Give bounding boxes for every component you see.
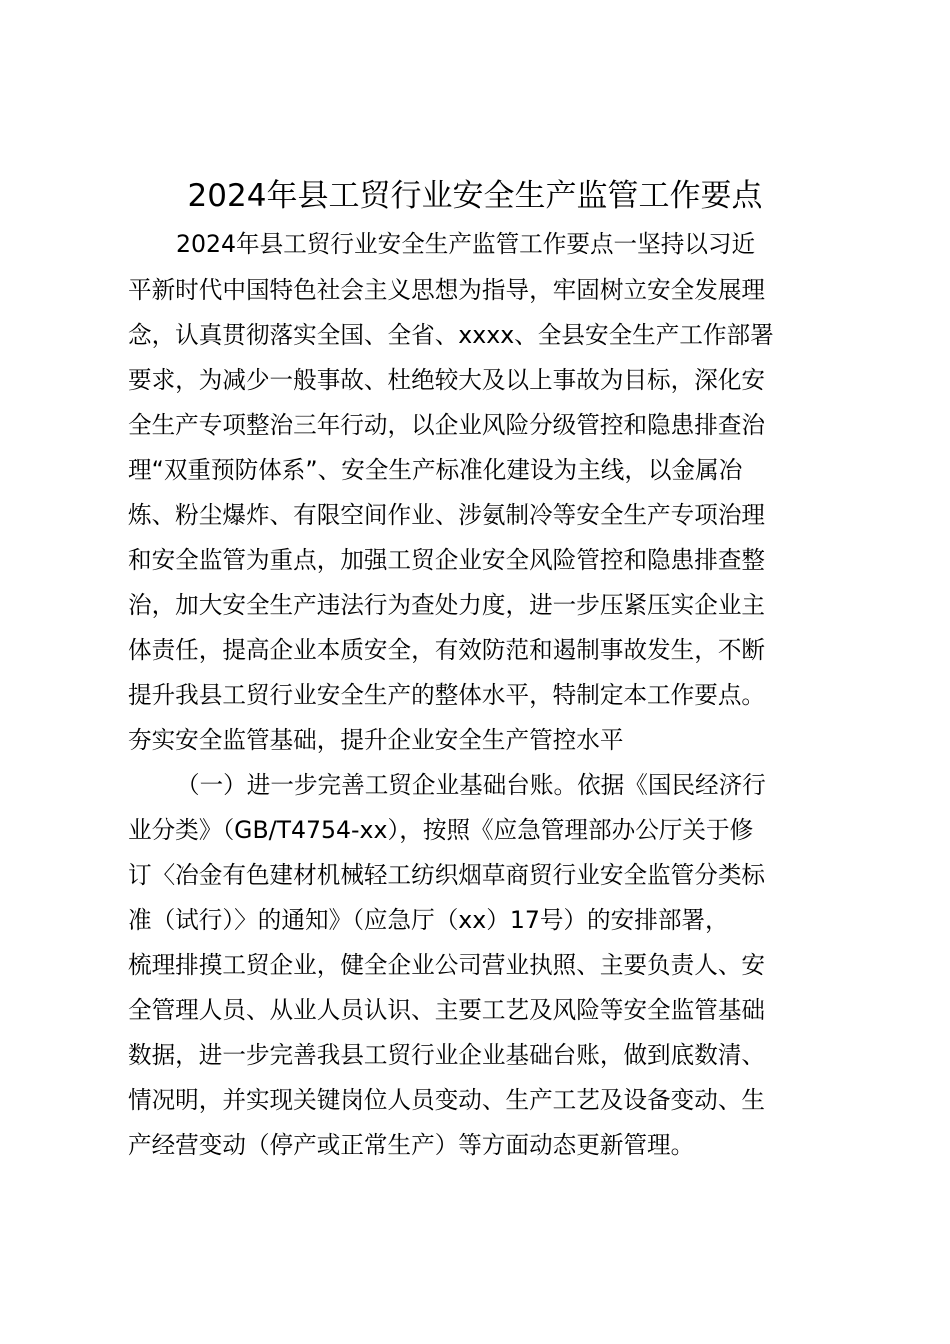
intro-line: 念，认真贯彻落实全国、全省、xxxx、全县安全生产工作部署 (128, 321, 774, 349)
intro-line: 炼、粉尘爆炸、有限空间作业、涉氨制冷等安全生产专项治理 (128, 501, 766, 529)
intro-line: 提升我县工贸行业安全生产的整体水平，特制定本工作要点。 (128, 681, 766, 709)
item1-line: 全管理人员、从业人员认识、主要工艺及风险等安全监管基础 (128, 996, 766, 1024)
section-heading: 夯实安全监管基础，提升企业安全生产管控水平 (128, 726, 624, 754)
intro-line: 治，加大安全生产违法行为查处力度，进一步压紧压实企业主 (128, 591, 766, 619)
intro-line: 体责任，提高企业本质安全，有效防范和遏制事故发生，不断 (128, 636, 766, 664)
item1-line: 梳理排摸工贸企业，健全企业公司营业执照、主要负责人、安 (128, 951, 766, 979)
item1-line: 准（试行）〉的通知》（应急厅（xx）17号）的安排部署， (128, 906, 729, 934)
item1-line: 情况明，并实现关键岗位人员变动、生产工艺及设备变动、生 (128, 1086, 766, 1114)
item1-line: 数据，进一步完善我县工贸行业企业基础台账，做到底数清、 (128, 1041, 766, 1069)
intro-line: 2024年县工贸行业安全生产监管工作要点一坚持以习近 (176, 230, 756, 258)
item1-line: 业分类》（GB/T4754-xx），按照《应急管理部办公厅关于修 (128, 816, 754, 844)
item1-line: （一）进一步完善工贸企业基础台账。依据《国民经济行 (176, 771, 766, 799)
intro-line: 和安全监管为重点，加强工贸企业安全风险管控和隐患排查整 (128, 546, 766, 574)
item1-line: 订〈冶金有色建材机械轻工纺织烟草商贸行业安全监管分类标 (128, 861, 766, 889)
intro-line: 平新时代中国特色社会主义思想为指导，牢固树立安全发展理 (128, 276, 766, 304)
document-title: 2024年县工贸行业安全生产监管工作要点 (187, 178, 763, 214)
intro-line: 要求，为减少一般事故、杜绝较大及以上事故为目标，深化安 (128, 366, 766, 394)
intro-line: 理“双重预防体系”、安全生产标准化建设为主线，以金属冶 (128, 456, 743, 484)
intro-line: 全生产专项整治三年行动，以企业风险分级管控和隐患排查治 (128, 411, 766, 439)
item1-line: 产经营变动（停产或正常生产）等方面动态更新管理。 (128, 1131, 695, 1159)
